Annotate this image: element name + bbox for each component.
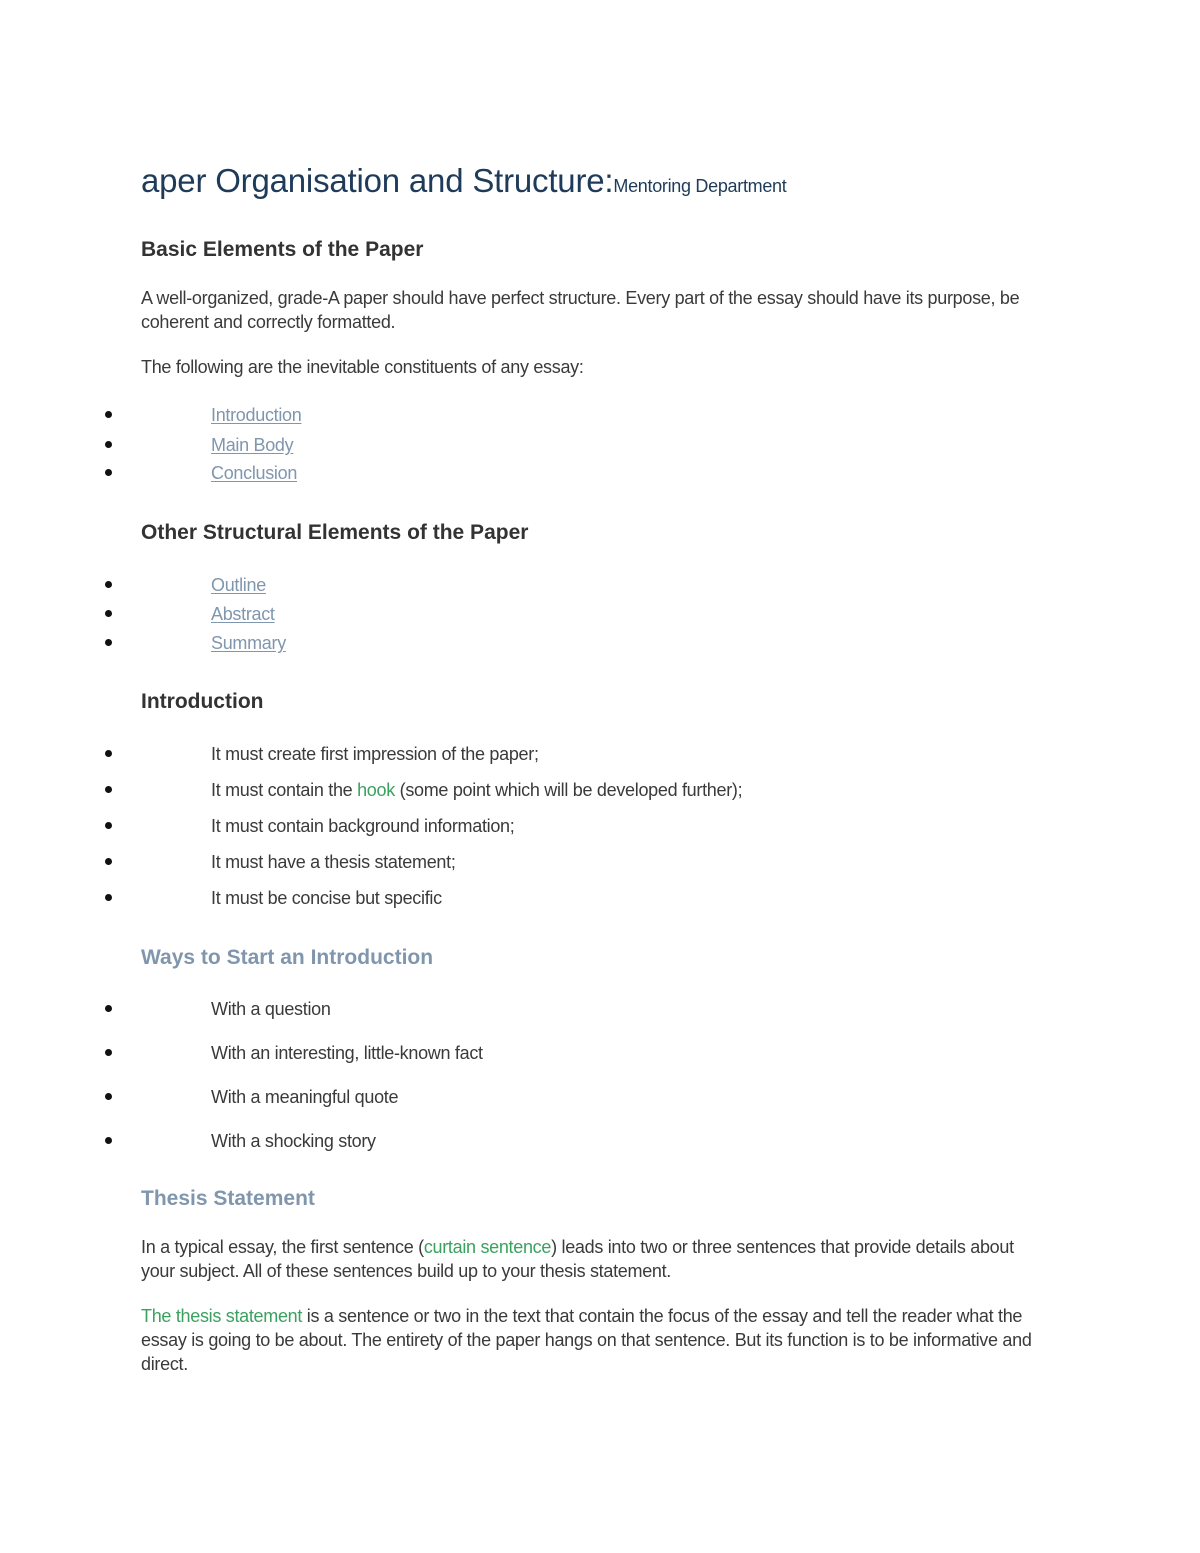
list-item (0, 602, 1000, 626)
list-item (0, 573, 1000, 597)
list-item-text: It must contain background information; (211, 816, 515, 836)
page-title (141, 162, 786, 200)
link-conclusion[interactable]: Conclusion (211, 463, 298, 483)
list-item (0, 403, 1000, 427)
bullet-icon (105, 581, 112, 588)
link-main-body[interactable]: Main Body (211, 435, 294, 455)
list-item-text: With a shocking story (211, 1131, 376, 1151)
list-item-text: With an interesting, little-known fact (211, 1043, 483, 1063)
paragraph-thesis-definition (141, 1304, 1041, 1376)
list-item-text: With a question (211, 999, 331, 1019)
list-item (0, 886, 1000, 910)
bullet-icon (105, 786, 112, 793)
bullet-icon (105, 894, 112, 901)
bullet-icon (105, 750, 112, 757)
list-item (0, 742, 1000, 766)
bullet-icon (105, 639, 112, 646)
list-item-text: With a meaningful quote (211, 1087, 399, 1107)
link-outline[interactable]: Outline (211, 575, 266, 595)
curtain-lead-text: In a typical essay, the first sentence ( (141, 1237, 424, 1257)
curtain-rest-text: ) leads into two or three sentences that provide details about your subject. All of these sentences build up to your thesis statement. (141, 1237, 1014, 1281)
heading-ways-to-start: Ways to Start an Introduction (141, 946, 434, 969)
curtain-sentence-term: curtain sentence (423, 1237, 552, 1257)
bullet-icon (105, 858, 112, 865)
paragraph-thesis-curtain (141, 1235, 1041, 1283)
bullet-icon (105, 1005, 112, 1012)
hook-term: hook (357, 780, 395, 800)
list-item (0, 814, 1000, 838)
link-summary[interactable]: Summary (211, 633, 286, 653)
list-item-text: It must create first impression of the paper; (211, 744, 539, 764)
heading-basic-elements: Basic Elements of the Paper (141, 238, 424, 261)
heading-thesis-statement: Thesis Statement (141, 1187, 315, 1210)
bullet-icon (105, 411, 112, 418)
title-subtitle: Mentoring Department (613, 176, 787, 196)
list-item (0, 997, 1000, 1021)
heading-introduction: Introduction (141, 690, 264, 713)
thesis-statement-term: The thesis statement (141, 1306, 303, 1326)
bullet-icon (105, 1137, 112, 1144)
bullet-icon (105, 822, 112, 829)
list-item (0, 778, 1000, 802)
bullet-icon (105, 1093, 112, 1100)
title-main: aper Organisation and Structure: (141, 162, 614, 199)
bullet-icon (105, 469, 112, 476)
list-item (0, 1129, 1000, 1153)
hook-lead-text: It must contain the (211, 780, 358, 800)
list-item (0, 1085, 1000, 1109)
list-item (0, 850, 1000, 874)
hook-rest-text: (some point which will be developed further); (394, 780, 743, 800)
heading-other-elements: Other Structural Elements of the Paper (141, 521, 529, 544)
thesis-definition-text: is a sentence or two in the text that contain the focus of the essay and tell the reader what the essay is going to be about. The entirety of the paper hangs on that sentence. But its function is to be informative and direct. (141, 1306, 1032, 1374)
list-item-text: It must have a thesis statement; (211, 852, 456, 872)
list-item (0, 433, 1000, 457)
link-introduction[interactable]: Introduction (211, 405, 302, 425)
list-item-text (211, 778, 742, 802)
paragraph-basic-intro: A well-organized, grade-A paper should have perfect structure. Every part of the essay should have its purpose, be coherent and correctly formatted. (141, 288, 1020, 332)
list-item (0, 631, 1000, 655)
paragraph-constituents-lead: The following are the inevitable constituents of any essay: (141, 357, 584, 377)
link-abstract[interactable]: Abstract (211, 604, 275, 624)
list-item (0, 461, 1000, 485)
bullet-icon (105, 441, 112, 448)
bullet-icon (105, 1049, 112, 1056)
bullet-icon (105, 610, 112, 617)
list-item (0, 1041, 1000, 1065)
list-item-text: It must be concise but specific (211, 888, 442, 908)
